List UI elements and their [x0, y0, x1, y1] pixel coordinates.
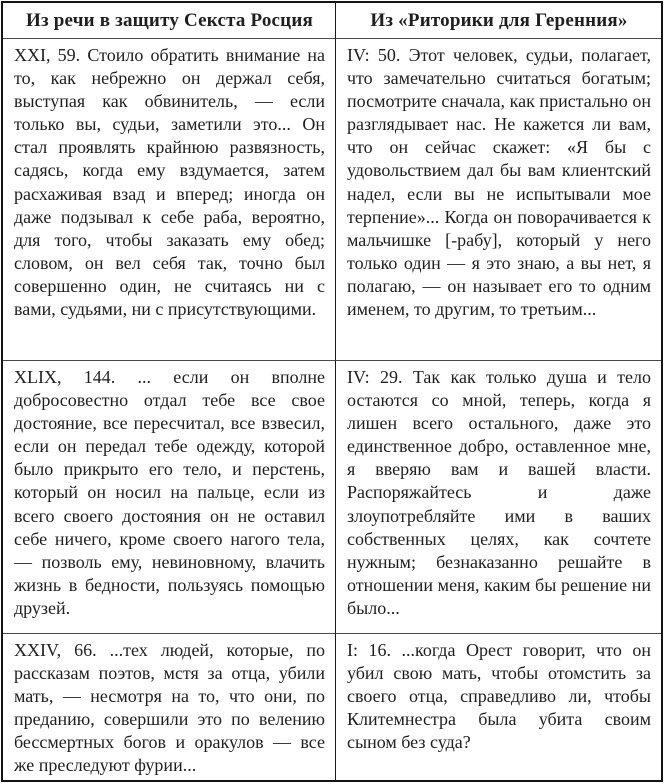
table-cell-row3-left-quote-xxiv-66: XXIV, 66. ...тех людей, которые, по рассказам поэтов, мстя за отца, убили мать, — несмотря на то, что они, по преданию, совершили это по велению бессмертных богов и оракулов — все же преследуют фурии...	[3, 634, 336, 780]
table-cell-row3-right-quote-i-16: I: 16. ...когда Орест говорит, что он убил свою мать, чтобы отомстить за своего отца, справедливо ли, чтобы Клитемнестра была убита своим сыном без суда?	[347, 640, 651, 753]
two-column-comparison-table	[1, 1, 663, 782]
table-cell-row1-left-quote-xxi-59: XXI, 59. Стоило обратить внимание на то, как небрежно он держал себя, выступая как обвинитель, — если только вы, судьи, заметили это... Он стал проявлять крайнюю развязность, садясь, когда ему вздумается, затем расхаживая взад и вперед; иногда он даже подзывал к себе раба, вероятно, для того, чтобы заказать ему обед; словом, он вел себя так, точно был совершенно один, не считаясь ни с вами, судьями, ни с присутствующими.	[3, 39, 336, 361]
column-header-speech-for-roscius: Из речи в защиту Секста Росция	[3, 3, 336, 39]
table-cell-row1-right-quote-iv-50: IV: 50. Этот человек, судьи, полагает, что замечательно считаться богатым; посмотрите сначала, как пристально он разглядывает нас. Не кажется ли вам, что он сейчас скажет: «Я бы с удовольствием дал бы вам клиентский надел, если вы не испытывали мое терпение»... Когда он поворачивается к мальчишке [-рабу], который у него только один — я это знаю, а вы нет, я полагаю, — он называет его то одним именем, то другим, то третьим...	[336, 39, 661, 361]
table-cell-row2-left-quote-xlix-144: XLIX, 144. ... если он вполне добросовестно отдал тебе все свое достояние, все пересчитал, все взвесил, если он передал тебе одежду, которой было прикрыто его тело, и перстень, который он носил на пальце, если из всего своего достояния он не оставил себе ничего, кроме своего нагого тела, — позволь ему, невиновному, влачить жизнь в бедности, пользуясь помощью друзей.	[3, 361, 336, 634]
table-cell-row2-right-quote-iv-29: IV: 29. Так как только душа и тело остаются со мной, теперь, когда я лишен всего остального, даже это единственное добро, оставленное мне, я вверяю вам и вашей власти. Распоряжайтесь и даже злоупотребляйте ими в ваших собственных целях, как сочтете нужным; безнаказанно решайте в отношении меня, каким бы решение ни было...	[336, 361, 661, 634]
column-header-rhetorica-ad-herennium: Из «Риторики для Геренния»	[336, 3, 661, 39]
